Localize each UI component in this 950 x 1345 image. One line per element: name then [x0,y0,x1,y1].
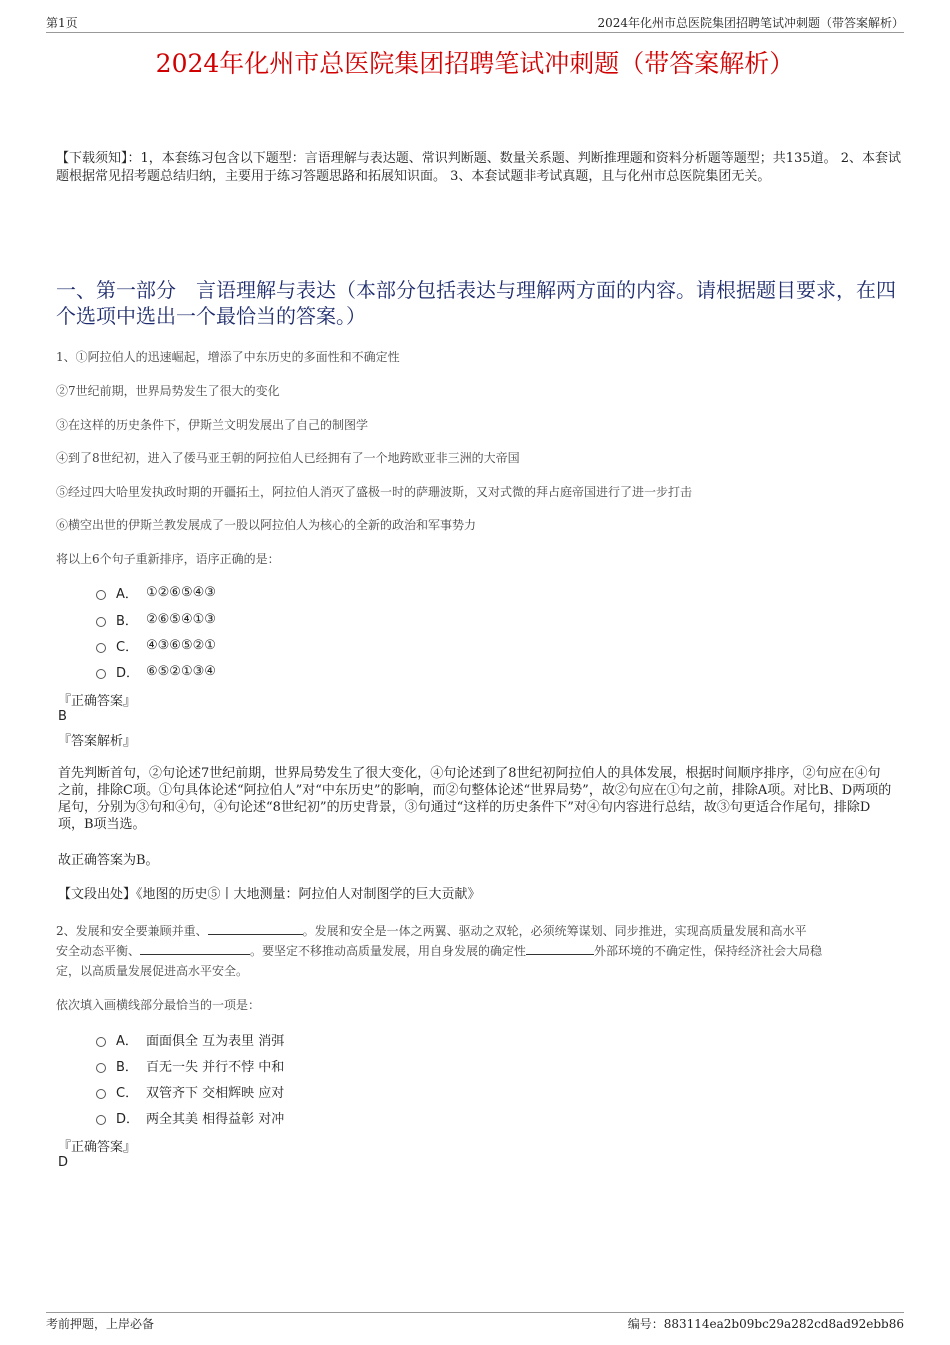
download-notice: 【下载须知】：1，本套练习包含以下题型：言语理解与表达题、常识判断题、数量关系题、判断推理题和资料分析题等题型；共135道。 2、本套试题根据常见招考题总结归纳，主要用于练习答题思路和拓展知识面。 3、本套试题非考试真题，且与化州市总医院集团无关。 [56,151,901,184]
radio-icon[interactable] [96,1063,106,1073]
q1-sentence-6: ⑥横空出世的伊斯兰教发展成了一股以阿拉伯人为核心的全新的政治和军事势力 [56,518,477,532]
footer-slogan: 考前押题，上岸必备 [46,1317,155,1331]
option-key: A． [116,1034,138,1049]
q1-option-d[interactable] [96,662,216,681]
option-text: 百无一失 并行不悖 中和 [146,1060,285,1075]
q2-stem [56,921,896,981]
q1-sentence-3: ③在这样的历史条件下，伊斯兰文明发展出了自己的制图学 [56,418,369,432]
option-key: D． [116,666,140,681]
option-text: ②⑥⑤④①③ [146,612,216,627]
page-title: 2024年化州市总医院集团招聘笔试冲刺题（带答案解析） [155,49,795,78]
option-key: B． [116,614,138,629]
q1-source: 【文段出处】《地图的历史⑤丨大地测量：阿拉伯人对制图学的巨大贡献》 [58,887,481,902]
q1-prompt: 将以上6个句子重新排序，语序正确的是： [56,552,280,566]
q2-line-2: 安全动态平衡、 。要坚定不移推动高质量发展，用自身发展的确定性 外部环境的不确定性，保持经济社会大局稳 [56,944,823,958]
q2-line-3: 定，以高质量发展促进高水平安全。 [56,964,249,978]
option-text: ④③⑥⑤②① [146,638,216,653]
radio-icon[interactable] [96,1037,106,1047]
q2-prompt: 依次填入画横线部分最恰当的一项是： [56,998,261,1012]
radio-icon[interactable] [96,1115,106,1125]
radio-icon[interactable] [96,1089,106,1099]
q1-option-c[interactable] [96,636,216,655]
radio-icon[interactable] [96,590,106,600]
page-header [46,14,904,33]
blank-3[interactable] [526,944,594,955]
q1-sentence-2: ②7世纪前期，世界局势发生了很大的变化 [56,384,280,398]
q1-option-a[interactable] [96,583,216,602]
header-title: 2024年化州市总医院集团招聘笔试冲刺题（带答案解析） [597,16,904,30]
radio-icon[interactable] [96,617,106,627]
option-key: D． [116,1112,140,1127]
q2-option-d[interactable] [96,1108,284,1127]
q2-answer-label: 『正确答案』 [58,1140,137,1155]
option-key: B． [116,1060,138,1075]
option-key: A． [116,587,138,602]
q1-sentence-1: 1、①阿拉伯人的迅速崛起，增添了中东历史的多面性和不确定性 [56,350,400,364]
q1-sentence-5: ⑤经过四大哈里发执政时期的开疆拓土，阿拉伯人消灭了盛极一时的萨珊波斯，又对式微的拜占庭帝国进行了进一步打击 [56,485,693,499]
q2-answer: D [58,1155,69,1170]
option-key: C． [116,640,139,655]
q1-option-b[interactable] [96,610,216,629]
q2-option-c[interactable] [96,1082,284,1101]
q1-answer: B [58,709,67,724]
blank-1[interactable] [208,924,303,935]
q1-conclusion: 故正确答案为B。 [58,853,159,868]
option-text: 两全其美 相得益彰 对冲 [146,1112,285,1127]
option-key: C． [116,1086,139,1101]
section-heading: 一、第一部分 言语理解与表达（本部分包括表达与理解两方面的内容。请根据题目要求，在四个选项中选出一个最恰当的答案。） [56,278,896,328]
option-text: ⑥⑤②①③④ [146,664,216,679]
q2-option-a[interactable] [96,1030,284,1049]
radio-icon[interactable] [96,643,106,653]
option-text: 双管齐下 交相辉映 应对 [146,1086,285,1101]
q1-analysis: 首先判断首句，②句论述7世纪前期，世界局势发生了很大变化，④句论述到了8世纪初阿拉伯人的具体发展，根据时间顺序排序，②句应在④句之前，排除C项。①句具体论述“阿拉伯人”对“中东历史”的影响，而②句整体论述“世界局势”，故②句应在①句之前，排除A项。对比B、D两项的尾句，分别为③句和④句，④句论述“8世纪初”的历史背景，③句通过“这样的历史条件下”对④句内容进行总结，故③句更适合作尾句，排除D项，B项当选。 [58,766,892,832]
footer-id: 编号：883114ea2b09bc29a282cd8ad92ebb86 [627,1317,904,1331]
option-text: ①②⑥⑤④③ [146,585,216,600]
radio-icon[interactable] [96,669,106,679]
q2-option-b[interactable] [96,1056,284,1075]
option-text: 面面俱全 互为表里 消弭 [146,1034,285,1049]
page-number: 第1页 [46,16,78,30]
blank-2[interactable] [140,944,250,955]
page-footer [46,1312,904,1332]
q1-answer-label: 『正确答案』 [58,694,137,709]
q2-line-1: 2、发展和安全要兼顾并重、 。发展和安全是一体之两翼、驱动之双轮，必须统筹谋划、同步推进，实现高质量发展和高水平 [56,924,807,938]
q1-sentence-4: ④到了8世纪初，进入了倭马亚王朝的阿拉伯人已经拥有了一个地跨欧亚非三洲的大帝国 [56,451,520,465]
q1-analysis-label: 『答案解析』 [58,734,137,749]
